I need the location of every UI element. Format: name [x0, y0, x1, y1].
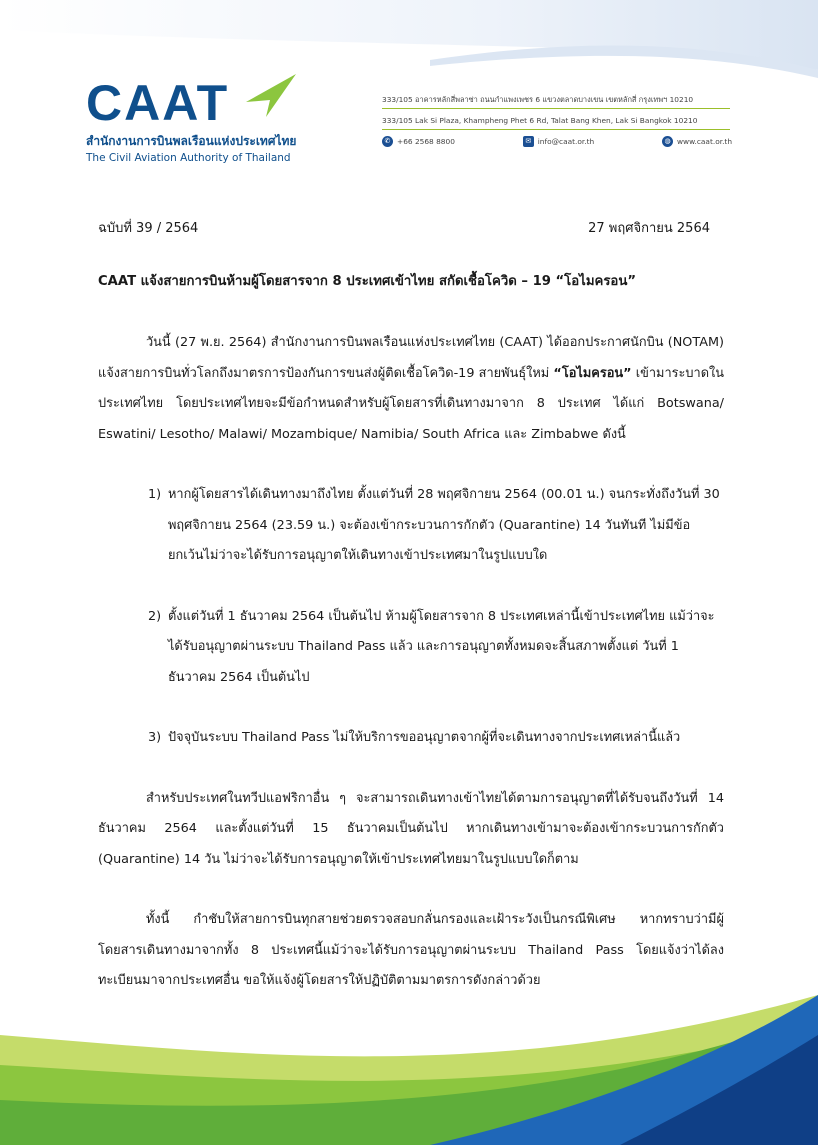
list-item-number: 3) [148, 730, 162, 745]
globe-icon: ◍ [662, 136, 673, 147]
document-body [98, 328, 724, 1027]
address-th: 333/105 อาคารหลักสี่พลาซ่า ถนนกำแพงเพชร 6 แขวงตลาดบางเขน เขตหลักสี่ กรุงเทพฯ 10210 [382, 95, 694, 104]
contact-block [382, 94, 732, 147]
phone-contact [382, 136, 455, 147]
phone-number: +66 2568 8800 [397, 137, 455, 146]
email-contact[interactable] [523, 136, 594, 147]
list-item-text: หากผู้โดยสารได้เดินทางมาถึงไทย ตั้งแต่วันที่ 28 พฤศจิกายน 2564 (00.01 น.) จนกระทั่งถึงวันที่ 30 พฤศจิกายน 2564 (23.59 น.) จะต้องเข้ากระบวนการกักตัว (Quarantine) 14 วันทันที ไม่มีข้อยกเว้นไม่ว่าจะได้รับการอนุญาตให้เดินทางเข้าประเทศมาในรูปแบบใด [168, 487, 720, 563]
logo-swoosh-icon [236, 72, 316, 122]
list-item-text: ตั้งแต่วันที่ 1 ธันวาคม 2564 เป็นต้นไป ห้ามผู้โดยสารจาก 8 ประเทศเหล่านี้เข้าประเทศไทย แม้ว่าจะได้รับอนุญาตผ่านระบบ Thailand Pass แล้ว และการอนุญาตทั้งหมดจะสิ้นสภาพตั้งแต่ วันที่ 1 ธันวาคม 2564 เป็นต้นไป [168, 608, 715, 685]
airlines-paragraph [98, 905, 724, 997]
address-en: 333/105 Lak Si Plaza, Khampheng Phet 6 Rd, Talat Bang Khen, Lak Si Bangkok 10210 [382, 116, 698, 125]
logo-name-th: สำนักงานการบินพลเรือนแห่งประเทศไทย [86, 134, 297, 148]
document-number: ฉบับที่ 39 / 2564 [98, 221, 199, 236]
logo-wordmark: CAAT [86, 75, 230, 131]
website-contact[interactable] [662, 136, 732, 147]
address-divider [382, 129, 730, 130]
intro-bold-text: “โอไมครอน” [553, 365, 632, 381]
email-address[interactable]: info@caat.or.th [537, 137, 595, 146]
africa-text: สำหรับประเทศในทวีปแอฟริกาอื่น ๆ จะสามารถเดินทางเข้าไทยได้ตามการอนุญาตที่ได้รับจนถึงวันที่ 14 ธันวาคม 2564 และตั้งแต่วันที่ 15 ธันวาคมเป็นต้นไป หากเดินทางเข้ามาจะต้องเข้ากระบวนการกักตัว (Quarantine) 14 วัน ไม่ว่าจะได้รับการอนุญาตให้เข้าประเทศไทยมาในรูปแบบใดก็ตาม [98, 790, 724, 867]
list-item-number: 2) [148, 608, 162, 624]
document-meta [98, 217, 710, 238]
airlines-text: ทั้งนี้ กำชับให้สายการบินทุกสายช่วยตรวจสอบกลั่นกรองและเฝ้าระวังเป็นกรณีพิเศษ หากทราบว่ามีผู้โดยสารเดินทางมาจากทั้ง 8 ประเทศนี้แม้ว่าจะได้รับการอนุญาตผ่านระบบ Thailand Pass โดยแจ้งว่าได้ลงทะเบียนมาจากประเทศอื่น ขอให้แจ้งผู้โดยสารให้ปฏิบัติตามมาตรการดังกล่าวด้วย [98, 912, 724, 988]
africa-paragraph [98, 784, 724, 876]
footer-decoration [0, 995, 818, 1145]
list-item-text: ปัจจุบันระบบ Thailand Pass ไม่ให้บริการขออนุญาตจากผู้ที่จะเดินทางจากประเทศเหล่านี้แล้ว [168, 730, 681, 745]
list-item-number: 1) [148, 487, 162, 502]
address-divider [382, 108, 730, 109]
intro-paragraph [98, 328, 724, 450]
phone-icon: ✆ [382, 136, 393, 147]
caat-logo [86, 75, 316, 164]
intro-text-1: วันนี้ (27 พ.ย. 2564) สำนักงานการบินพลเรือนแห่งประเทศไทย (CAAT) ได้ออกประกาศนักบิน (NOTAM) แจ้งสายการบินทั่วโลกถึงมาตรการป้องกันการขนส่งผู้ติดเชื้อโควิด-19 สายพันธุ์ใหม่ [98, 335, 724, 381]
intro-text-2: เข้ามาระบาดในประเทศไทย โดยประเทศไทยจะมีข้อกำหนดสำหรับผู้โดยสารที่เดินทางมาจาก 8 ประเทศ ได้แก่ Botswana/ Eswatini/ Lesotho/ Malawi/ Mozambique/ Namibia/ South Africa และ Zimbabwe ดังนี้ [98, 365, 725, 442]
document-title: CAAT แจ้งสายการบินห้ามผู้โดยสารจาก 8 ประเทศเข้าไทย สกัดเชื้อโควิด – 19 “โอไมครอน” [98, 274, 637, 289]
email-icon: ✉ [523, 136, 534, 147]
list-item [148, 723, 724, 754]
list-item [148, 602, 724, 694]
list-item [148, 480, 724, 572]
document-date: 27 พฤศจิกายน 2564 [588, 221, 710, 236]
website-url[interactable]: www.caat.or.th [677, 137, 732, 146]
logo-name-en: The Civil Aviation Authority of Thailand [86, 152, 291, 164]
